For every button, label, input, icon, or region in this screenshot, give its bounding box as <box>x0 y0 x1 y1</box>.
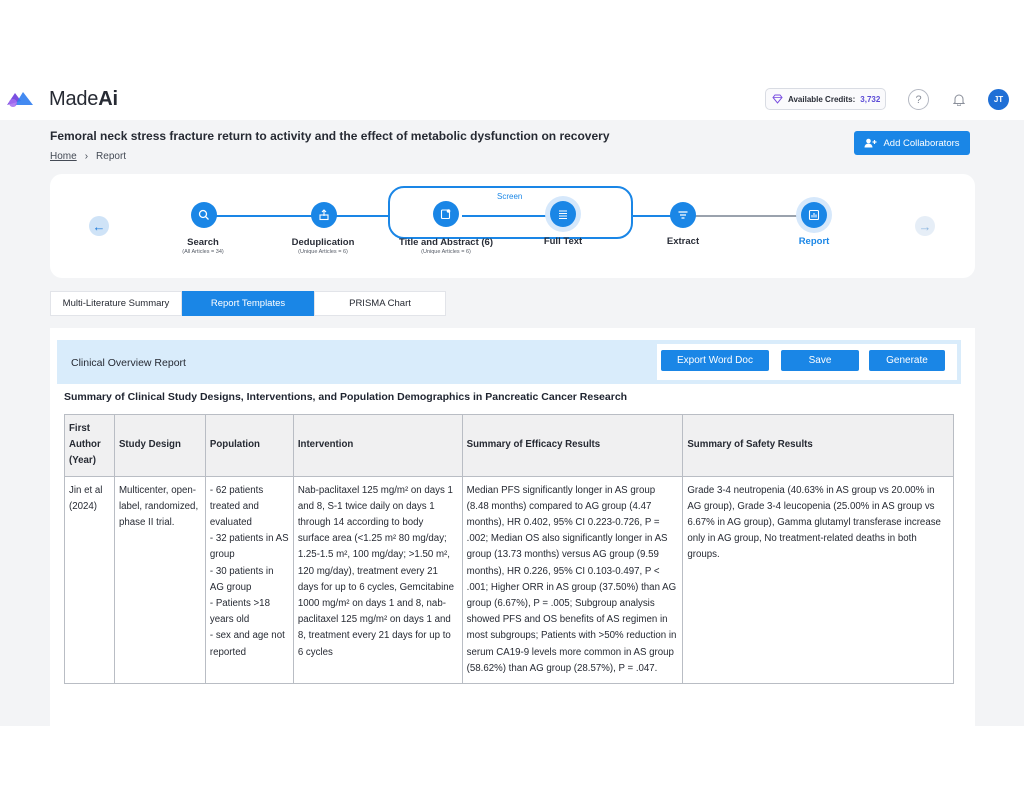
edit-document-icon <box>440 208 452 220</box>
credits-badge[interactable] <box>765 88 886 110</box>
report-table <box>64 414 954 684</box>
column-header: Study Design <box>114 415 205 477</box>
report-actions <box>657 344 957 380</box>
help-icon[interactable]: ? <box>908 89 929 110</box>
step-search[interactable] <box>191 202 217 228</box>
step-label-search: Search <box>187 237 219 248</box>
tab-report-templates[interactable]: Report Templates <box>182 291 314 316</box>
breadcrumb-home-link[interactable]: Home <box>50 151 77 162</box>
cell-efficacy: Median PFS significantly longer in AS group (8.48 months) compared to AG group (4.47 months), HR 0.402, 95% CI 0.223-0.726, P = .002; Median OS also significantly longer in AS group (13.73 months) versus AG group (9.59 months), HR 0.226, 95% CI 0.103-0.497, P < .001; Higher ORR in AS group (37.50%) than AG group (6.67%), P = .005; Subgroup analysis showed PFS and OS benefits of AS regimen in most subgroups; Patients with >50% reduction in serum CA19-9 levels more common in AS group (58.62%) than AG group (28.57%), P = .047. <box>462 476 683 683</box>
column-header: Summary of Efficacy Results <box>462 415 683 477</box>
step-title-abstract[interactable] <box>433 201 459 227</box>
screen-stage-label: Screen <box>497 192 523 201</box>
step-sub-deduplication: (Unique Articles = 6) <box>298 249 348 255</box>
population-item: - 30 patients in AG group <box>209 565 274 593</box>
report-chart-icon <box>808 209 820 221</box>
add-user-icon <box>864 138 877 148</box>
population-item: - 32 patients in AS group <box>209 533 289 561</box>
add-collaborators-button[interactable]: Add Collaborators <box>854 131 970 155</box>
cell-population <box>205 476 293 683</box>
tab-multi-literature-summary[interactable]: Multi-Literature Summary <box>50 291 182 316</box>
table-header-row <box>65 415 954 477</box>
population-item: - sex and age not reported <box>209 630 285 658</box>
tab-prisma-chart[interactable]: PRISMA Chart <box>314 291 446 316</box>
breadcrumb <box>50 151 126 162</box>
column-header: First Author (Year) <box>65 415 115 477</box>
population-item: - Patients >18 years old <box>209 598 270 626</box>
cell-intervention: Nab-paclitaxel 125 mg/m² on days 1 and 8, S-1 twice daily on days 1 through 14 according to body surface area (<1.25 m² 80 mg/day; 1.25-1.5 m², 100 mg/day; >1.50 m², 120 mg/day), treatment every 21 days for up to 6 cycles, Gemcitabine 1000 mg/m² on days 1 and 8, nab-paclitaxel 125 mg/m² on days 1 and 8, treatment every 21 days for up to 6 cycles <box>293 476 462 683</box>
pipeline-connector <box>204 215 324 217</box>
step-sub-title-abstract: (Unique Articles = 6) <box>421 249 471 255</box>
step-label-title-abstract: Title and Abstract (6) <box>399 237 493 248</box>
generate-button[interactable]: Generate <box>869 350 945 371</box>
app-frame <box>0 80 1024 726</box>
avatar[interactable]: JT <box>988 89 1009 110</box>
list-icon <box>557 208 569 220</box>
summary-title: Summary of Clinical Study Designs, Interventions, and Population Demographics in Pancreatic Cancer Research <box>64 391 628 403</box>
column-header: Intervention <box>293 415 462 477</box>
step-label-full-text: Full Text <box>543 236 583 247</box>
column-header: Population <box>205 415 293 477</box>
arrow-right-icon[interactable]: → <box>915 216 935 236</box>
deduplication-icon <box>318 209 330 221</box>
report-title: Clinical Overview Report <box>71 357 186 369</box>
cell-safety: Grade 3-4 neutropenia (40.63% in AS group vs 20.00% in AG group), Grade 3-4 leucopenia (25.00% in AS group vs 6.67% in AG group), Gamma glutamyl transferase increase only in AG group, No treatment-related deaths in both groups. <box>683 476 954 683</box>
step-sub-search: (All Articles = 34) <box>182 249 224 255</box>
diamond-icon <box>772 94 783 104</box>
page-title: Femoral neck stress fracture return to activity and the effect of metabolic dysfunction on recovery <box>50 129 610 143</box>
step-extract[interactable] <box>670 202 696 228</box>
madeai-logo-icon <box>5 89 35 107</box>
report-header <box>57 340 961 384</box>
arrow-left-icon[interactable]: ← <box>89 216 109 236</box>
column-header: Summary of Safety Results <box>683 415 954 477</box>
step-label-extract: Extract <box>666 236 700 247</box>
cell-study-design: Multicenter, open-label, randomized, phase II trial. <box>114 476 205 683</box>
cell-author: Jin et al (2024) <box>65 476 115 683</box>
bell-icon[interactable] <box>948 89 969 110</box>
top-bar <box>0 80 1024 120</box>
filter-icon <box>677 209 689 221</box>
step-report[interactable] <box>801 202 827 228</box>
brand-name[interactable]: MadeAi <box>49 88 118 110</box>
pipeline-connector <box>694 215 806 217</box>
pipeline-card <box>50 174 975 278</box>
breadcrumb-current: Report <box>96 151 127 162</box>
chevron-right-icon: › <box>84 151 89 162</box>
export-word-doc-button[interactable]: Export Word Doc <box>661 350 769 371</box>
step-label-deduplication: Deduplication <box>291 237 355 248</box>
credits-value: 3,732 <box>860 94 881 104</box>
save-button[interactable]: Save <box>781 350 859 371</box>
search-icon <box>198 209 210 221</box>
credits-label: Available Credits: <box>788 94 856 104</box>
population-item: - 62 patients treated and evaluated <box>209 484 264 529</box>
table-row <box>65 476 954 683</box>
step-label-report: Report <box>798 236 830 247</box>
step-deduplication[interactable] <box>311 202 337 228</box>
step-full-text[interactable] <box>550 201 576 227</box>
report-panel <box>50 328 975 726</box>
